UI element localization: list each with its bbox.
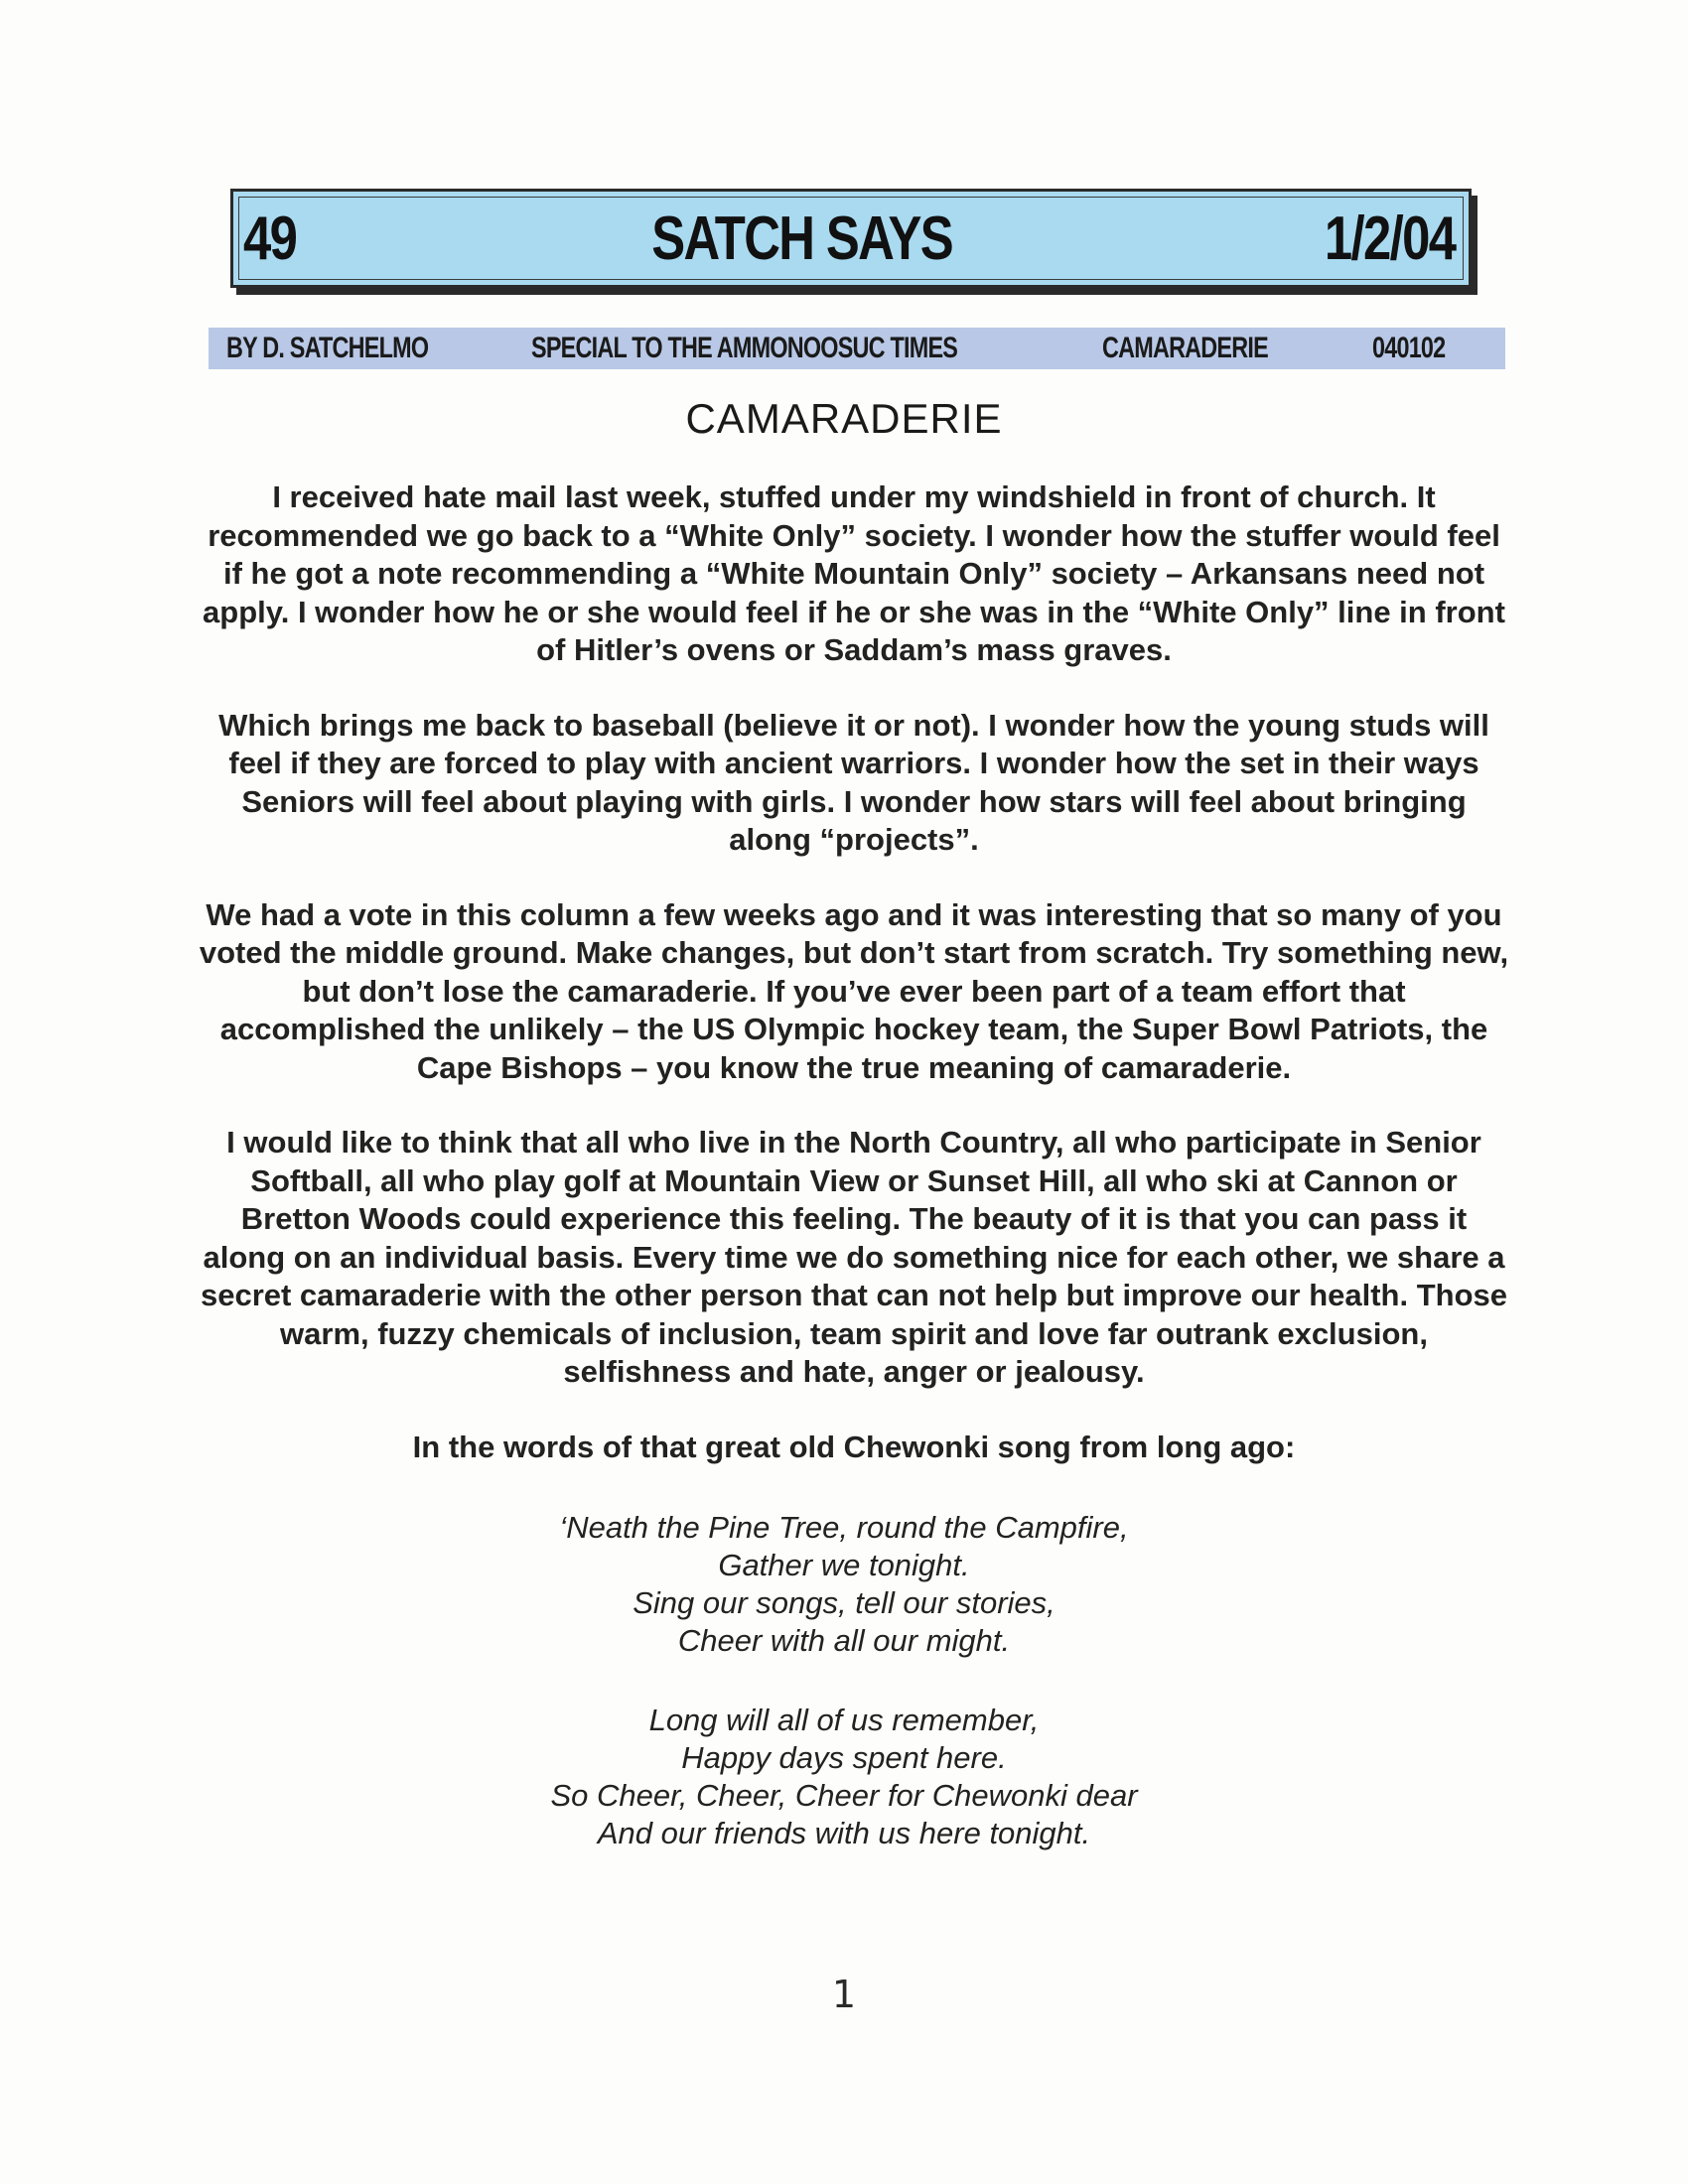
byline-strip [209,328,1505,369]
song-lead-in: In the words of that great old Chewonki song from long ago: [412,1429,1296,1464]
stanza-1 [0,1509,1688,1660]
lyric-line: Happy days spent here. [681,1740,1007,1775]
lyric-line: ‘Neath the Pine Tree, round the Campfire, [559,1510,1129,1545]
article-body [199,478,1509,1512]
byline-topic: CAMARADERIE [1102,332,1268,364]
issue-date: 1/2/04 [1324,204,1455,273]
byline-code: 040102 [1372,332,1446,364]
paragraph: Which brings me back to baseball (believe it or not). I wonder how the young studs will feel if they are forced to play with ancient warriors. I wonder how the set in their ways Seniors will feel about playing with girls. I wonder how stars will feel about bringing along “projects”. [218,707,1489,857]
lyric-line: And our friends with us here tonight. [597,1816,1091,1850]
column-banner [230,189,1472,288]
column-title: SATCH SAYS [650,204,952,273]
lyric-line: Cheer with all our might. [677,1623,1011,1658]
stanza-2 [0,1702,1688,1852]
song-lyrics [0,1509,1688,1894]
issue-number: 49 [243,204,297,273]
byline-author: BY D. SATCHELMO [226,332,429,364]
lyric-line: Sing our songs, tell our stories, [633,1585,1055,1620]
paragraph: I would like to think that all who live in the North Country, all who participate in Senior Softball, all who play golf at Mountain View or Sunset Hill, all who ski at Cannon or Bretton Woods could experience this feeling. The beauty of it is that you can pass it along on an individual basis. Every time we do something nice for each other, we share a secret camaraderie with the other person that can not help but improve our health. Those warm, fuzzy chemicals of inclusion, team spirit and love far outrank exclusion, selfishness and hate, anger or jealousy. [200,1125,1508,1389]
byline-publication: SPECIAL TO THE AMMONOOSUC TIMES [531,332,958,364]
lyric-line: Long will all of us remember, [648,1703,1040,1737]
paragraph: I received hate mail last week, stuffed under my windshield in front of church. It recommended we go back to a “White Only” society. I wonder how the stuffer would feel if he got a note recommending a “White Mountain Only” society – Arkansans need not apply. I wonder how he or she would feel if he or she was in the “White Only” line in front of Hitler’s ovens or Saddam’s mass graves. [203,479,1505,667]
page-number: 1 [831,1973,857,2016]
paragraph: We had a vote in this column a few weeks ago and it was interesting that so many of you voted the middle ground. Make changes, but don’t start from scratch. Try something new, but don’t lose the camaraderie. If you’ve ever been part of a team effort that accomplished the unlikely – the US Olympic hockey team, the Super Bowl Patriots, the Cape Bishops – you know the true meaning of camaraderie. [199,896,1509,1085]
lyric-line: So Cheer, Cheer, Cheer for Chewonki dear [550,1778,1138,1813]
article-headline: CAMARADERIE [685,395,1003,442]
lyric-line: Gather we tonight. [718,1548,970,1582]
